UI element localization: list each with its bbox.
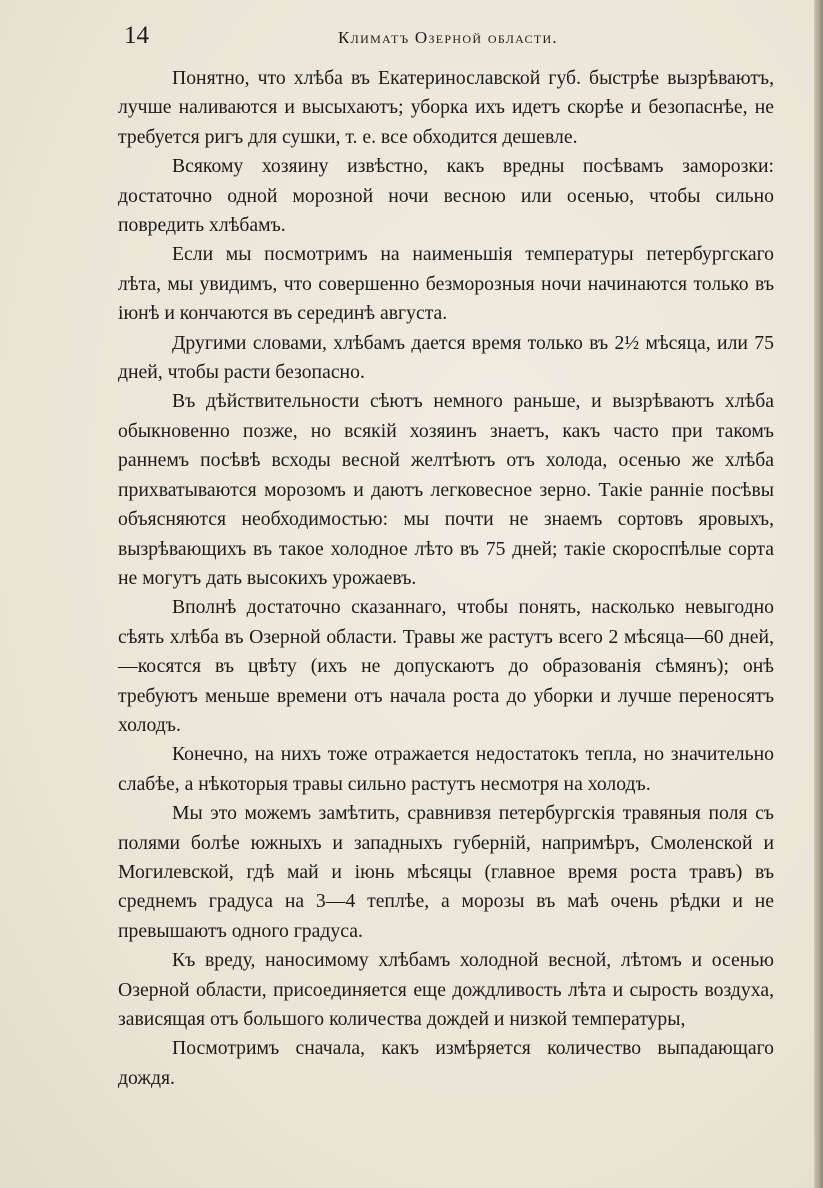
paragraph: Къ вреду, наносимому хлѣбамъ холодной весной, лѣтомъ и осенью Озерной области, присоединяется еще дождливость лѣта и сырость воздуха, зависящая отъ большого количества дождей и низкой температуры, bbox=[118, 949, 774, 1030]
paragraph: Если мы посмотримъ на наименьшія температуры петербургскаго лѣта, мы увидимъ, что совершенно безморозныя ночи начинаются только въ іюнѣ и кончаются въ серединѣ августа. bbox=[118, 243, 774, 325]
body-text bbox=[118, 64, 774, 1093]
page-header bbox=[124, 20, 772, 54]
paragraph: Мы это можемъ замѣтить, сравнивзя петербургскія травяныя поля съ полями болѣе южныхъ и западныхъ губерній, напримѣръ, Смоленской и Могилевской, гдѣ май и іюнь мѣсяцы (главное время роста травъ) въ среднемъ градуса на 3—4 теплѣе, а морозы въ маѣ очень рѣдки и не превышаютъ одного градуса. bbox=[118, 802, 774, 942]
running-title: Климатъ Озерной области. bbox=[338, 28, 558, 47]
paragraph: Конечно, на нихъ тоже отражается недостатокъ тепла, но значительно слабѣе, а нѣкоторыя травы сильно растутъ несмотря на холодъ. bbox=[118, 743, 774, 795]
page-edge-shadow bbox=[814, 0, 823, 1188]
paragraph: Другими словами, хлѣбамъ дается время только въ 2½ мѣсяца, или 75 дней, чтобы расти безопасно. bbox=[118, 331, 774, 384]
page-number: 14 bbox=[124, 22, 149, 49]
paragraph: Посмотримъ сначала, какъ измѣряется количество выпадающаго дождя. bbox=[118, 1037, 774, 1089]
paragraph: Всякому хозяину извѣстно, какъ вредны посѣвамъ заморозки: достаточно одной морозной ночи весною или осенью, чтобы сильно повредить хлѣбамъ. bbox=[118, 155, 774, 237]
paragraph: Вполнѣ достаточно сказаннаго, чтобы понять, насколько невыгодно сѣять хлѣба въ Озерной области. Травы же растутъ всего 2 мѣсяца—60 дней,—косятся въ цвѣту (ихъ не допускаютъ до образованія сѣмянъ); онѣ требуютъ меньше времени отъ начала роста до уборки и лучше переносятъ холодъ. bbox=[118, 596, 774, 736]
paragraph: Понятно, что хлѣба въ Екатеринославской губ. быстрѣе вызрѣваютъ, лучше наливаются и высыхаютъ; уборка ихъ идетъ скорѣе и безопаснѣе, не требуется ригъ для сушки, т. е. все обходится дешевле. bbox=[118, 67, 774, 148]
paragraph: Въ дѣйствительности сѣютъ немного раньше, и вызрѣваютъ хлѣба обыкновенно позже, но всякій хозяинъ знаетъ, какъ часто при такомъ раннемъ посѣвѣ всходы весной желтѣютъ отъ холода, осенью же хлѣба прихватываются морозомъ и даютъ легковесное зерно. Такіе ранніе посѣвы объясняются необходимостью: мы почти не знаемъ сортовъ яровыхъ, вызрѣвающихъ въ такое холодное лѣто въ 75 дней; такіе скороспѣлые сорта не могутъ дать высокихъ урожаевъ. bbox=[118, 390, 774, 589]
